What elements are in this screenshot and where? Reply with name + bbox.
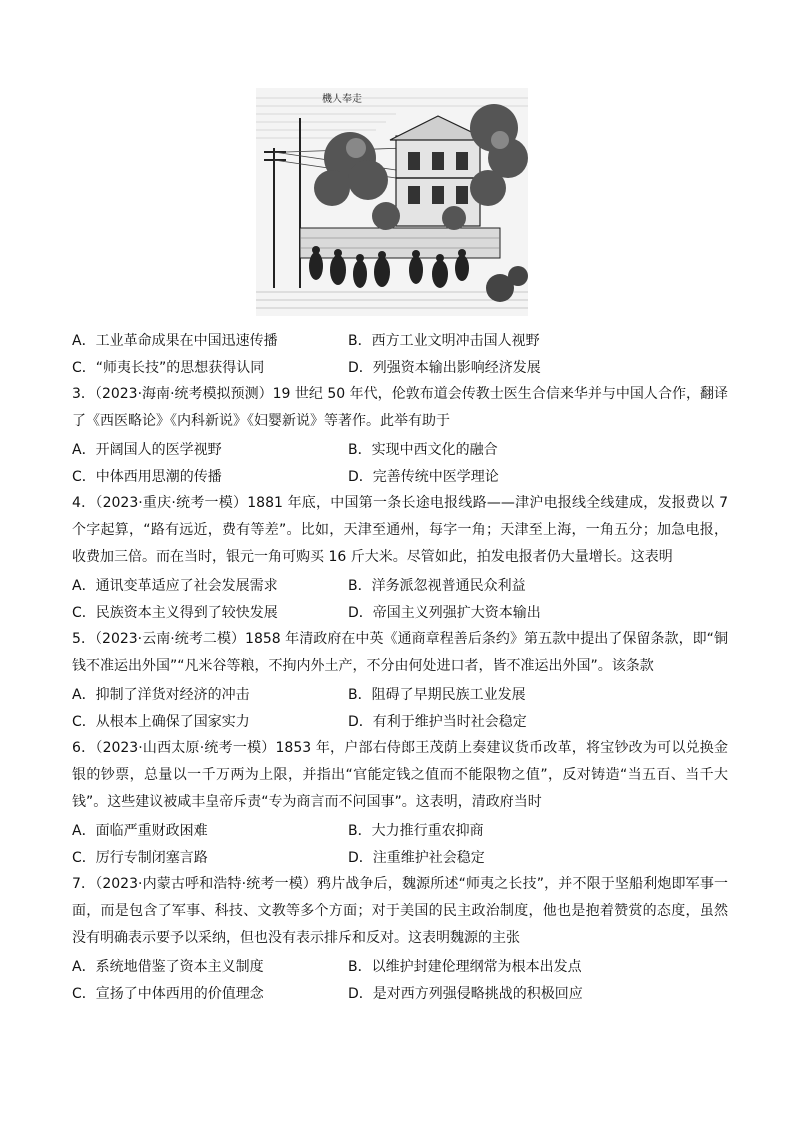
option-letter: A． — [72, 578, 96, 594]
option-letter: B． — [348, 442, 372, 458]
option-letter: A． — [72, 687, 96, 703]
q6-option-a[interactable] — [72, 822, 208, 840]
q3-option-b[interactable] — [348, 441, 498, 459]
q4-option-a[interactable] — [72, 577, 278, 595]
option-text: 面临严重财政困难 — [95, 823, 208, 839]
q5-stem: 5．（2023·云南·统考二模）1858 年清政府在中英《通商章程善后条约》第五款中提出了保留条款，即“铜钱不准运出外国”“凡米谷等粮，不拘内外土产，不分由何处进口者，皆不准运出外国”。该条款 — [72, 631, 728, 674]
q2-option-d[interactable] — [348, 359, 541, 377]
option-letter: D． — [348, 469, 373, 485]
option-letter: C． — [72, 714, 96, 730]
option-letter: C． — [72, 986, 96, 1002]
engraving-illustration — [256, 88, 528, 316]
q4-option-b[interactable] — [348, 577, 526, 595]
option-text: 大力推行重农抑商 — [371, 823, 484, 839]
q3-stem: 3．（2023·海南·统考模拟预测）19 世纪 50 年代，伦敦布道会传教士医生合信来华并与中国人合作，翻译了《西医略论》《内科新说》《妇婴新说》等著作。此举有助于 — [72, 386, 728, 429]
q2-option-c[interactable] — [72, 359, 264, 377]
option-text: 完善传统中医学理论 — [372, 469, 499, 485]
option-text: 开阔国人的医学视野 — [95, 442, 222, 458]
q7-option-d[interactable] — [348, 985, 583, 1003]
q4-option-d[interactable] — [348, 604, 541, 622]
option-text: 列强资本输出影响经济发展 — [372, 360, 541, 376]
option-letter: B． — [348, 333, 372, 349]
option-text: 以维护封建伦理纲常为根本出发点 — [371, 959, 582, 975]
q3-option-a[interactable] — [72, 441, 222, 459]
option-text: 实现中西文化的融合 — [371, 442, 498, 458]
option-text: 工业革命成果在中国迅速传播 — [95, 333, 278, 349]
q4-stem: 4．（2023·重庆·统考一模）1881 年底，中国第一条长途电报线路——津沪电报线全线建成，发报费以 7 个字起算，“路有远近，费有等差”。比如，天津至通州，每字一角；天津至上海，一角五分；加急电报，收费加三倍。而在当时，银元一角可购买 16 斤大米。尽管如此，拍发电报者仍大量增长。这表明 — [72, 495, 728, 565]
option-letter: D． — [348, 714, 373, 730]
option-letter: C． — [72, 850, 96, 866]
option-text: 西方工业文明冲击国人视野 — [371, 333, 540, 349]
option-letter: C． — [72, 469, 96, 485]
option-letter: A． — [72, 823, 96, 839]
q7-stem: 7．（2023·内蒙古呼和浩特·统考一模）鸦片战争后，魏源所述“师夷之长技”，并不限于坚船利炮即军事一面，而是包含了军事、科技、文教等多个方面；对于美国的民主政治制度，他也是抱着赞赏的态度，虽然没有明确表示要予以采纳，但也没有表示排斥和反对。这表明魏源的主张 — [72, 876, 728, 946]
option-text: 有利于维护当时社会稳定 — [372, 714, 527, 730]
q2-option-a[interactable] — [72, 332, 278, 350]
option-text: 阻碍了早期民族工业发展 — [371, 687, 526, 703]
option-letter: B． — [348, 687, 372, 703]
option-letter: B． — [348, 959, 372, 975]
option-letter: A． — [72, 333, 96, 349]
option-text: 厉行专制闭塞言路 — [95, 850, 208, 866]
q3-option-d[interactable] — [348, 468, 499, 486]
option-letter: B． — [348, 578, 372, 594]
option-letter: D． — [348, 360, 373, 376]
option-text: “师夷长技”的思想获得认同 — [95, 360, 265, 376]
q5-option-c[interactable] — [72, 713, 250, 731]
q4-option-c[interactable] — [72, 604, 278, 622]
option-letter: A． — [72, 442, 96, 458]
option-text: 抑制了洋货对经济的冲击 — [95, 687, 250, 703]
q7-option-b[interactable] — [348, 958, 582, 976]
option-letter: D． — [348, 850, 373, 866]
option-letter: A． — [72, 959, 96, 975]
option-text: 民族资本主义得到了较快发展 — [95, 605, 278, 621]
q7-option-c[interactable] — [72, 985, 264, 1003]
q6-stem: 6．（2023·山西太原·统考一模）1853 年，户部右侍郎王茂荫上奏建议货币改革，将宝钞改为可以兑换金银的钞票，总量以一千万两为上限，并指出“官能定钱之值而不能限物之值”，反对铸造“当五百、当千大钱”。这些建议被咸丰皇帝斥责“专为商言而不问国事”。这表明，清政府当时 — [72, 740, 728, 810]
illustration-caption: 機人奉走 — [322, 94, 362, 105]
option-text: 洋务派忽视普通民众利益 — [371, 578, 526, 594]
option-letter: B． — [348, 823, 372, 839]
option-letter: C． — [72, 605, 96, 621]
q5-option-a[interactable] — [72, 686, 250, 704]
q5-option-b[interactable] — [348, 686, 526, 704]
q6-option-c[interactable] — [72, 849, 208, 867]
q2-option-b[interactable] — [348, 332, 540, 350]
option-text: 宣扬了中体西用的价值理念 — [95, 986, 264, 1002]
option-text: 系统地借鉴了资本主义制度 — [95, 959, 264, 975]
option-letter: D． — [348, 986, 373, 1002]
q6-option-b[interactable] — [348, 822, 484, 840]
q6-option-d[interactable] — [348, 849, 485, 867]
option-text: 通讯变革适应了社会发展需求 — [95, 578, 278, 594]
option-text: 从根本上确保了国家实力 — [95, 714, 250, 730]
option-text: 是对西方列强侵略挑战的积极回应 — [372, 986, 583, 1002]
option-text: 注重维护社会稳定 — [372, 850, 485, 866]
q3-option-c[interactable] — [72, 468, 222, 486]
option-letter: D． — [348, 605, 373, 621]
q5-option-d[interactable] — [348, 713, 527, 731]
option-text: 帝国主义列强扩大资本输出 — [372, 605, 541, 621]
option-text: 中体西用思潮的传播 — [95, 469, 222, 485]
option-letter: C． — [72, 360, 96, 376]
q7-option-a[interactable] — [72, 958, 264, 976]
